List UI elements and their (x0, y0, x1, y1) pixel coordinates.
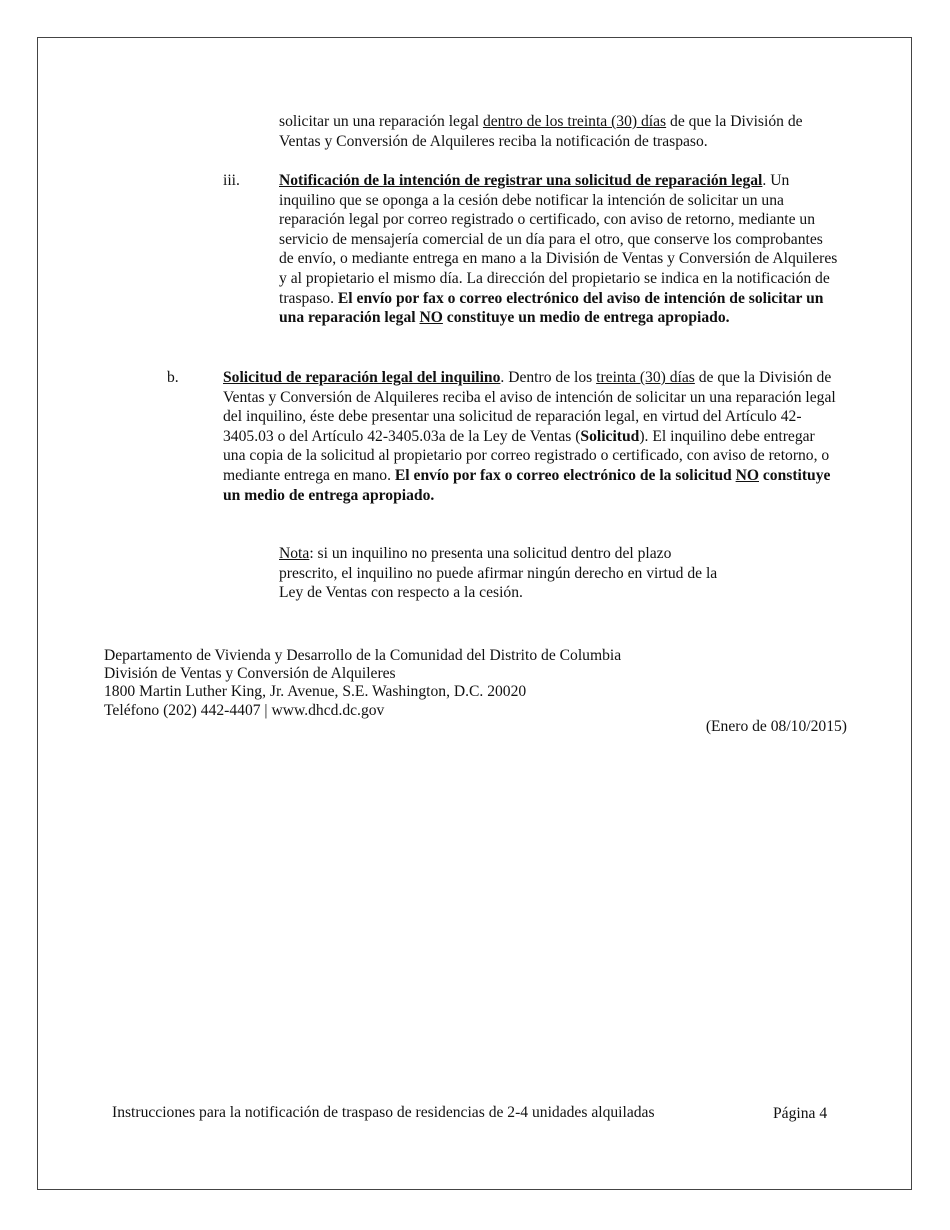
deadline-underlined: dentro de los treinta (30) días (482, 113, 667, 130)
continuation-paragraph (279, 112, 839, 151)
division-name: División de Ventas y Conversión de Alquileres (104, 665, 396, 683)
item-iii-heading-end: . (762, 172, 767, 189)
item-iii-bold-warning-end: constituye un medio de entrega apropiado. (442, 309, 730, 327)
note-paragraph (279, 544, 727, 603)
item-b-paragraph (223, 368, 839, 505)
footer-title: Instrucciones para la notificación de traspaso de residencias de 2-4 unidades alquiladas (112, 1104, 655, 1121)
item-iii-paragraph (279, 171, 839, 328)
item-iii-label: iii. (223, 172, 240, 189)
item-iii-bold-warning: El envío por fax o correo electrónico del aviso de intención de solicitar un una reparación legal (279, 289, 824, 327)
agency-address-block (104, 647, 744, 720)
continuation-text-post: de que la División de Ventas y Conversión de Alquileres reciba la notificación de traspaso. (279, 113, 803, 150)
item-b-bold-warning-end: constituye un medio de entrega apropiado. (223, 466, 831, 504)
agency-contact: Teléfono (202) 442-4407 | www.dhcd.dc.gov (104, 701, 385, 719)
continuation-text-pre: solicitar un una reparación legal (279, 113, 483, 130)
item-b-deadline: treinta (30) días (596, 369, 695, 386)
item-iii-heading: Notificación de la intención de registrar una solicitud de reparación legal (279, 172, 763, 189)
item-b-text3: ). El inquilino debe entregar una copia de la solicitud al propietario por correo registrado o certificado, con aviso de retorno, o mediante entrega en mano. (223, 427, 830, 484)
item-iii-body: Un inquilino que se oponga a la cesión debe notificar la intención de solicitar un una reparación legal por correo registrado o certificado, con aviso de retorno, mediante un servicio de mensajería comercial de un día para el otro, que conserve los comprobantes de envío, o mediante entrega en mano a la División de Ventas y Conversión de Alquileres y al propietario el mismo día. La dirección del propietario se indica en la notificación de traspaso. (279, 172, 838, 307)
item-b-text1: . Dentro de los (500, 369, 597, 386)
item-b-no: NO (735, 466, 759, 484)
agency-address: 1800 Martin Luther King, Jr. Avenue, S.E. Washington, D.C. 20020 (104, 683, 527, 701)
note-text: : si un inquilino no presenta una solicitud dentro del plazo prescrito, el inquilino no puede afirmar ningún derecho en virtud de la Ley de Ventas con respecto a la cesión. (279, 545, 718, 602)
item-iii-no: NO (419, 309, 443, 327)
note-label: Nota (279, 545, 310, 562)
item-b-text2: de que la División de Ventas y Conversión de Alquileres reciba el aviso de intención de solicitar un una reparación legal del inquilino, éste debe presentar una solicitud de reparación legal, en virtud del Artículo 42-3405.03 o del Artículo 42-3405.03a de la Ley de Ventas ( (223, 369, 836, 445)
item-b-label: b. (167, 369, 179, 386)
revision-date: (Enero de 08/10/2015) (705, 718, 847, 735)
agency-name: Departamento de Vivienda y Desarrollo de la Comunidad del Distrito de Columbia (104, 647, 622, 664)
item-b-bold-warning: El envío por fax o correo electrónico de la solicitud (394, 466, 736, 484)
item-b-heading: Solicitud de reparación legal del inquilino (223, 369, 501, 386)
item-b-bold-word: Solicitud (580, 427, 640, 445)
page-number: Página 4 (773, 1105, 828, 1122)
